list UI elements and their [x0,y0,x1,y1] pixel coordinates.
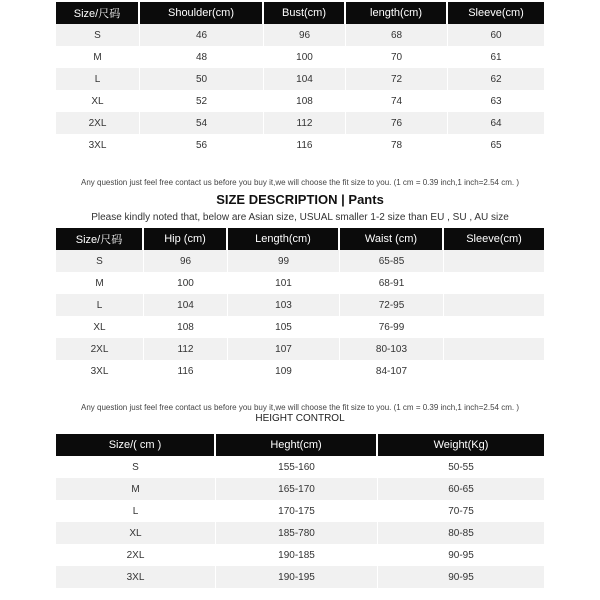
table-row [56,338,544,360]
table-cell: 50-55 [378,456,544,478]
table-cell: 100 [264,46,346,68]
table-cell [444,294,544,316]
table-cell: 103 [228,294,340,316]
table-row [56,24,544,46]
column-header: Sleeve(cm) [444,228,544,250]
table-cell [444,316,544,338]
table-cell: 185-780 [216,522,378,544]
table-header-row [56,2,544,24]
table-cell: 170-175 [216,500,378,522]
table-cell: 190-185 [216,544,378,566]
table-cell: 80-103 [340,338,444,360]
table-cell: 90-95 [378,544,544,566]
table-cell: 80-85 [378,522,544,544]
table-cell: 155-160 [216,456,378,478]
column-header: Size/( cm ) [56,434,216,456]
table-cell: XL [56,90,140,112]
table-cell: L [56,500,216,522]
height-control-title: HEIGHT CONTROL [255,413,345,424]
table-cell: XL [56,522,216,544]
table-cell: 109 [228,360,340,382]
table-cell: 72 [346,68,448,90]
table-cell: 64 [448,112,544,134]
table-cell: 3XL [56,566,216,588]
table-cell: 96 [264,24,346,46]
table-cell: 90-95 [378,566,544,588]
table-cell: 116 [144,360,228,382]
table-row [56,478,544,500]
table-row [56,522,544,544]
table-row [56,544,544,566]
table-cell: 60-65 [378,478,544,500]
table-cell: 48 [140,46,264,68]
table-cell: 70 [346,46,448,68]
table-cell: 108 [144,316,228,338]
table-cell: 104 [144,294,228,316]
table-cell: 61 [448,46,544,68]
table-row [56,68,544,90]
tops-size-table [56,2,544,156]
table-cell: 78 [346,134,448,156]
column-header: Length(cm) [228,228,340,250]
table-cell: 74 [346,90,448,112]
table-cell: 100 [144,272,228,294]
column-header: length(cm) [346,2,448,24]
table-header-row [56,228,544,250]
table-cell: M [56,46,140,68]
table-cell: 70-75 [378,500,544,522]
table-row [56,566,544,588]
asian-size-note: Please kindly noted that, below are Asian size, USUAL smaller 1-2 size than EU , SU , AU size [91,212,509,223]
column-header: Sleeve(cm) [448,2,544,24]
height-control-table [56,434,544,588]
table-cell: 3XL [56,134,140,156]
table-cell: 68 [346,24,448,46]
table-cell: XL [56,316,144,338]
table-row [56,112,544,134]
pants-contact-note: Any question just feel free contact us before you buy it,we will choose the fit size to you. (1 cm = 0.39 inch,1 inch=2.54 cm. ) [80,403,519,412]
table-cell [444,360,544,382]
table-cell [444,250,544,272]
table-row [56,294,544,316]
table-cell: L [56,294,144,316]
table-row [56,250,544,272]
table-cell: 99 [228,250,340,272]
table-cell: 3XL [56,360,144,382]
column-header: Hip (cm) [144,228,228,250]
table-cell: 65 [448,134,544,156]
table-row [56,500,544,522]
table-cell [444,338,544,360]
table-cell: S [56,250,144,272]
table-cell: 107 [228,338,340,360]
table-cell: 63 [448,90,544,112]
table-cell: 96 [144,250,228,272]
table-row [56,272,544,294]
table-cell: 62 [448,68,544,90]
table-cell: 56 [140,134,264,156]
table-cell: 112 [144,338,228,360]
table-cell: 72-95 [340,294,444,316]
table-row [56,46,544,68]
table-cell: 84-107 [340,360,444,382]
column-header: Weight(Kg) [378,434,544,456]
table-cell: 50 [140,68,264,90]
table-cell: 116 [264,134,346,156]
table-cell: 52 [140,90,264,112]
table-header-row [56,434,544,456]
table-cell: 105 [228,316,340,338]
column-header: Waist (cm) [340,228,444,250]
table-row [56,316,544,338]
column-header: Heght(cm) [216,434,378,456]
table-cell: L [56,68,140,90]
table-row [56,90,544,112]
table-cell: 2XL [56,112,140,134]
column-header: Shoulder(cm) [140,2,264,24]
table-cell: 76-99 [340,316,444,338]
table-cell: M [56,272,144,294]
table-row [56,456,544,478]
table-cell: 2XL [56,338,144,360]
table-cell: M [56,478,216,500]
table-cell: 65-85 [340,250,444,272]
pants-size-table [56,228,544,382]
table-row [56,134,544,156]
table-cell: 165-170 [216,478,378,500]
table-cell: 76 [346,112,448,134]
table-cell: 190-195 [216,566,378,588]
column-header: Bust(cm) [264,2,346,24]
table-cell: S [56,24,140,46]
table-cell: 68-91 [340,272,444,294]
column-header: Size/尺码 [56,2,140,24]
table-cell: 101 [228,272,340,294]
tops-contact-note: Any question just feel free contact us before you buy it,we will choose the fit size to you. (1 cm = 0.39 inch,1 inch=2.54 cm. ) [80,178,519,187]
pants-section-title: SIZE DESCRIPTION | Pants [216,192,384,207]
table-cell: S [56,456,216,478]
table-cell: 60 [448,24,544,46]
table-cell: 46 [140,24,264,46]
table-cell [444,272,544,294]
table-cell: 2XL [56,544,216,566]
table-cell: 108 [264,90,346,112]
table-cell: 54 [140,112,264,134]
table-cell: 104 [264,68,346,90]
table-row [56,360,544,382]
column-header: Size/尺码 [56,228,144,250]
table-cell: 112 [264,112,346,134]
